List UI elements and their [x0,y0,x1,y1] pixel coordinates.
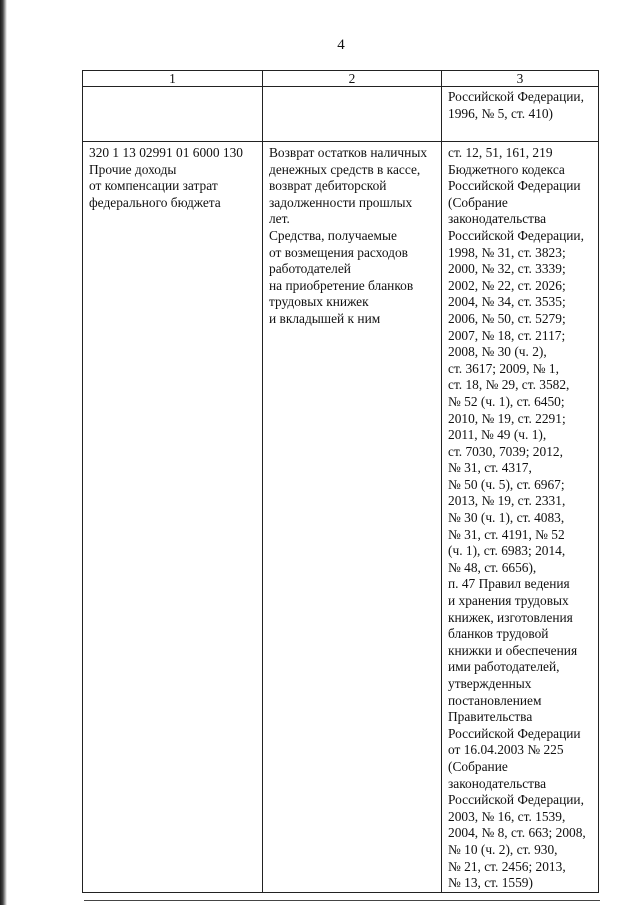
column-header-2: 2 [263,71,442,87]
cell-line: 2011, № 49 (ч. 1), [448,427,547,443]
cell-line: 320 1 13 02991 01 6000 130 [89,145,243,160]
cell-line: бланков трудовой [448,626,549,642]
cell-line: и хранения трудовых [448,593,569,609]
cell-line: законодательства [448,211,547,227]
cell-budget-code [83,142,263,893]
cell-line: 2007, № 18, ст. 2117; [448,327,566,343]
cell-line: трудовых книжек [269,294,369,310]
budget-codes-table [82,70,599,893]
cell-line: денежных средств в кассе, [269,161,421,177]
cell-line: 2003, № 16, ст. 1539, [448,808,566,824]
cell-line: № 10 (ч. 2), ст. 930, [448,841,558,857]
cell-line: 2004, № 8, ст. 663; 2008, [448,825,586,841]
table-row [83,142,599,893]
cell-line: (Собрание [448,758,508,774]
cell-line: Прочие доходы [89,161,177,177]
cell-line: книжки и обеспечения [448,642,578,658]
cell-line: 2002, № 22, ст. 2026; [448,277,566,293]
cell-line: № 31, ст. 4317, [448,460,532,476]
cell-line: законодательства [448,775,547,791]
scan-edge-shadow [0,0,7,905]
cell-line: ст. 18, № 29, ст. 3582, [448,377,570,393]
cell-line: ст. 7030, 7039; 2012, [448,443,563,459]
cell-line: 1996, № 5, ст. 410) [448,105,554,121]
cell-line: 2004, № 34, ст. 3535; [448,294,566,310]
cell-line: федерального бюджета [89,194,221,210]
cell-line: Российской Федерации, [448,227,584,243]
cell-line: и вкладышей к ним [269,310,381,326]
cell-line: Российской Федерации [448,178,581,194]
cell-legal-basis-continued [442,87,599,142]
column-header-3: 3 [442,71,599,87]
cell-name-empty [263,87,442,142]
cell-income-description [263,142,442,893]
cell-line: постановлением [448,692,542,708]
cell-line: 2008, № 30 (ч. 2), [448,344,547,360]
cell-line: (ч. 1), ст. 6983; 2014, [448,543,566,559]
cell-line: от компенсации затрат [89,178,218,194]
column-header-1: 1 [83,71,263,87]
cell-line: № 50 (ч. 5), ст. 6967; [448,476,565,492]
cell-line: № 48, ст. 6656), [448,559,537,575]
cell-line: 2006, № 50, ст. 5279; [448,310,566,326]
cell-line: № 52 (ч. 1), ст. 6450; [448,393,565,409]
cell-legal-basis [442,142,599,893]
cell-line: задолженности прошлых [269,194,413,210]
cell-line: ими работодателей, [448,659,560,675]
cell-line: утвержденных [448,676,532,691]
cell-line: Правительства [448,709,533,725]
cell-line: № 31, ст. 4191, № 52 [448,526,565,542]
cell-line: Российской Федерации, [448,89,584,104]
cell-line: ст. 12, 51, 161, 219 [448,145,553,160]
table-row-continuation [83,87,599,142]
cell-line: книжек, изготовления [448,609,573,625]
cell-line: № 13, ст. 1559) [448,875,533,891]
cell-line: от возмещения расходов [269,244,408,260]
cell-line: возврат дебиторской [269,178,387,194]
cell-line: 2000, № 32, ст. 3339; [448,261,566,277]
cell-line: Бюджетного кодекса [448,161,565,177]
cell-line: Возврат остатков наличных [269,145,428,160]
cell-line: (Собрание [448,194,508,210]
cell-line: 1998, № 31, ст. 3823; [448,244,566,260]
cell-line: от 16.04.2003 № 225 [448,742,564,758]
cell-line: Средства, получаемые [269,227,397,243]
cell-line: на приобретение бланков [269,277,414,293]
cell-line: п. 47 Правил ведения [448,576,570,592]
cell-line: 2010, № 19, ст. 2291; [448,410,566,426]
table-header-row [83,71,599,87]
cell-line: № 21, ст. 2456; 2013, [448,858,566,874]
cell-line: лет. [269,211,290,227]
cell-line: № 30 (ч. 1), ст. 4083, [448,510,565,526]
page-bottom-rule [84,900,600,901]
cell-line: работодателей [269,261,351,277]
cell-line: ст. 3617; 2009, № 1, [448,360,559,376]
cell-line: Российской Федерации [448,725,581,741]
cell-line: 2013, № 19, ст. 2331, [448,493,566,509]
cell-code-empty [83,87,263,142]
page-number: 4 [337,37,345,53]
cell-line: Российской Федерации, [448,792,584,808]
